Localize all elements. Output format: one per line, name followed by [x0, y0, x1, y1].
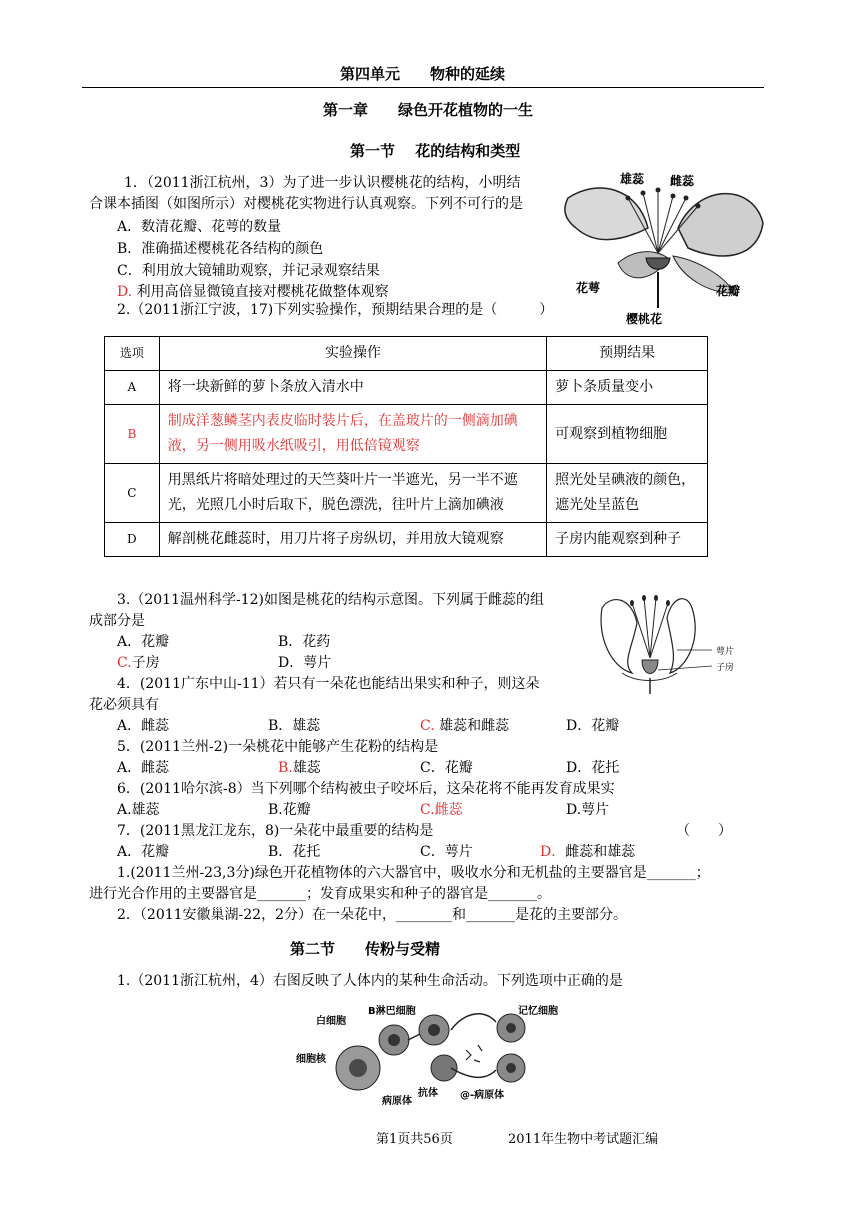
q5-option-b: [278, 757, 321, 777]
unit-title: 第四单元 物种的延续: [340, 65, 506, 83]
q5-option-b-letter: B.: [278, 760, 293, 776]
q3-option-b: B．花药: [278, 634, 331, 650]
immune-label-antibody: 抗体: [418, 1088, 438, 1099]
experiment-table: [104, 336, 708, 557]
immune-label-at-pathogen: @-病原体: [460, 1090, 505, 1101]
section1-title: 第一节 花的结构和类型: [350, 142, 521, 160]
q6-line: 6．(2011哈尔滨-8）当下列哪个结构被虫子咬坏后，这朵花将不能再发育成果实: [117, 781, 615, 797]
q7-option-c: C．萼片: [420, 844, 473, 860]
table-header-row: [105, 337, 708, 371]
q4-option-a: A．雌蕊: [117, 718, 170, 734]
fill2-line: 2．（2011安徽巢湖-22，2分）在一朵花中，________和_______是花的主要部分。: [117, 907, 627, 923]
q7-line: 7．(2011黑龙江龙东，8)一朵花中最重要的结构是: [117, 823, 434, 839]
cherry-caption: 樱桃花: [626, 312, 663, 326]
q1-option-d: [117, 281, 389, 301]
q7-option-d-letter: D．: [540, 844, 566, 860]
q5-line: 5．(2011兰州-2)一朵桃花中能够产生花粉的结构是: [117, 739, 439, 755]
immune-label-nucleus: 细胞核: [296, 1054, 326, 1065]
q7-paren: （ ）: [676, 823, 732, 839]
table-header-option: 选项: [105, 337, 160, 371]
immune-label-pathogen: 病原体: [382, 1096, 412, 1107]
table-cell-result: 可观察到植物细胞: [547, 405, 708, 464]
q3-option-c: [117, 652, 160, 672]
table-row: [105, 523, 708, 557]
q4-option-b: B．雄蕊: [268, 718, 321, 734]
immune-response-figure: [296, 1000, 560, 1107]
q7-option-b: B．花托: [268, 844, 321, 860]
footer-page-number: 第1页共56页: [376, 1132, 453, 1147]
q5-option-b-text: 雄蕊: [292, 760, 321, 776]
q3-option-d: D．萼片: [278, 655, 332, 671]
q3-line1: 3.（2011温州科学-12)如图是桃花的结构示意图。下列属于雌蕊的组: [117, 592, 544, 608]
q6-option-b: B.花瓣: [268, 802, 311, 818]
cherry-label-petal: 花瓣: [716, 284, 741, 298]
q2-line: 2.（2011浙江宁波，17)下列实验操作，预期结果合理的是（ ）: [117, 302, 554, 318]
q3-option-c-text: 子房: [131, 655, 160, 671]
peach-label-ovary: 子房: [716, 663, 735, 673]
fill1-line2: 进行光合作用的主要器官是_______；发育成果实和种子的器官是_______。: [89, 886, 551, 902]
table-cell-operation: 制成洋葱鳞茎内表皮临时装片后，在盖玻片的一侧滴加碘液，另一侧用吸水纸吸引，用低倍镜观察: [159, 405, 546, 464]
q1-line1: 1．（2011浙江杭州，3）为了进一步认识樱桃花的结构，小明结: [124, 175, 521, 191]
table-header-operation: 实验操作: [159, 337, 546, 371]
q3-option-c-letter: C.: [117, 655, 132, 671]
table-cell-operation: 解剖桃花雌蕊时，用刀片将子房纵切，并用放大镜观察: [159, 523, 546, 557]
fill1-line1: 1.(2011兰州-23,3分)绿色开花植物体的六大器官中，吸收水分和无机盐的主要器官是_______；: [117, 865, 710, 881]
table-cell-operation: 将一块新鲜的萝卜条放入清水中: [159, 371, 546, 405]
immune-label-white-cell: 白细胞: [316, 1016, 346, 1027]
table-cell-option: D: [105, 523, 160, 557]
section2-title: 第二节 传粉与受精: [290, 940, 441, 958]
cherry-label-sepal: 花萼: [576, 281, 601, 295]
table-row: [105, 371, 708, 405]
q1-option-c: C．利用放大镜辅助观察，并记录观察结果: [117, 263, 380, 279]
q5-option-a: A．雌蕊: [117, 760, 170, 776]
cherry-blossom-drawing: [558, 168, 770, 328]
table-row: [105, 405, 708, 464]
q3-line2: 成部分是: [89, 613, 145, 629]
table-row: [105, 464, 708, 523]
peach-label-sepal: 萼片: [716, 647, 735, 657]
peach-blossom-figure: [592, 588, 768, 696]
q1-option-a: A．数清花瓣、花萼的数量: [117, 219, 282, 235]
cherry-label-stamen: 雌蕊: [670, 174, 695, 188]
q6-option-c: C.雌蕊: [420, 802, 463, 818]
q4-line2: 花必须具有: [89, 697, 159, 713]
q1-option-d-letter: D.: [117, 284, 133, 300]
q6-option-d: D.萼片: [566, 802, 610, 818]
immune-label-b-cell: B淋巴细胞: [368, 1006, 416, 1017]
q3-option-a: A．花瓣: [117, 634, 170, 650]
q5-option-d: D．花托: [566, 760, 620, 776]
immune-label-memory-cell: 记忆细胞: [518, 1006, 558, 1017]
table-cell-option: C: [105, 464, 160, 523]
table-cell-operation: 用黑纸片将暗处理过的天竺葵叶片一半遮光，另一半不遮光，光照几小时后取下，脱色漂洗，往叶片上滴加碘液: [159, 464, 546, 523]
footer-title: 2011年生物中考试题汇编: [508, 1132, 659, 1147]
table-header-result: 预期结果: [547, 337, 708, 371]
cherry-label-pistil: 雄蕊: [620, 172, 645, 186]
cherry-blossom-figure: [558, 168, 770, 328]
s2q1-line: 1.（2011浙江杭州，4）右图反映了人体内的某种生命活动。下列选项中正确的是: [117, 973, 623, 989]
table-cell-result: 萝卜条质量变小: [547, 371, 708, 405]
chapter-title: 第一章 绿色开花植物的一生: [323, 101, 534, 119]
q1-option-b: B．准确描述樱桃花各结构的颜色: [117, 241, 324, 257]
q1-option-d-text: 利用高倍显微镜直接对樱桃花做整体观察: [132, 284, 389, 300]
table-cell-result: 子房内能观察到种子: [547, 523, 708, 557]
q4-option-c-text: 雄蕊和雌蕊: [439, 718, 510, 734]
q4-line1: 4．(2011广东中山-11）若只有一朵花也能结出果实和种子，则这朵: [117, 676, 540, 692]
header-rule: [82, 87, 764, 88]
table-cell-option: B: [105, 405, 160, 464]
q7-option-d: [540, 841, 635, 861]
q4-option-d: D．花瓣: [566, 718, 620, 734]
q6-option-a: A.雄蕊: [117, 802, 160, 818]
table-cell-option: A: [105, 371, 160, 405]
table-cell-result: 照光处呈碘液的颜色，遮光处呈蓝色: [547, 464, 708, 523]
q7-option-d-text: 雌蕊和雄蕊: [565, 844, 636, 860]
q4-option-c-letter: C.: [420, 718, 435, 734]
q7-option-a: A．花瓣: [117, 844, 170, 860]
q5-option-c: C．花瓣: [420, 760, 473, 776]
q4-option-c: [420, 715, 509, 735]
peach-blossom-drawing: [592, 588, 768, 696]
q1-line2: 合课本插图（如图所示）对樱桃花实物进行认真观察。下列不可行的是: [89, 196, 523, 212]
